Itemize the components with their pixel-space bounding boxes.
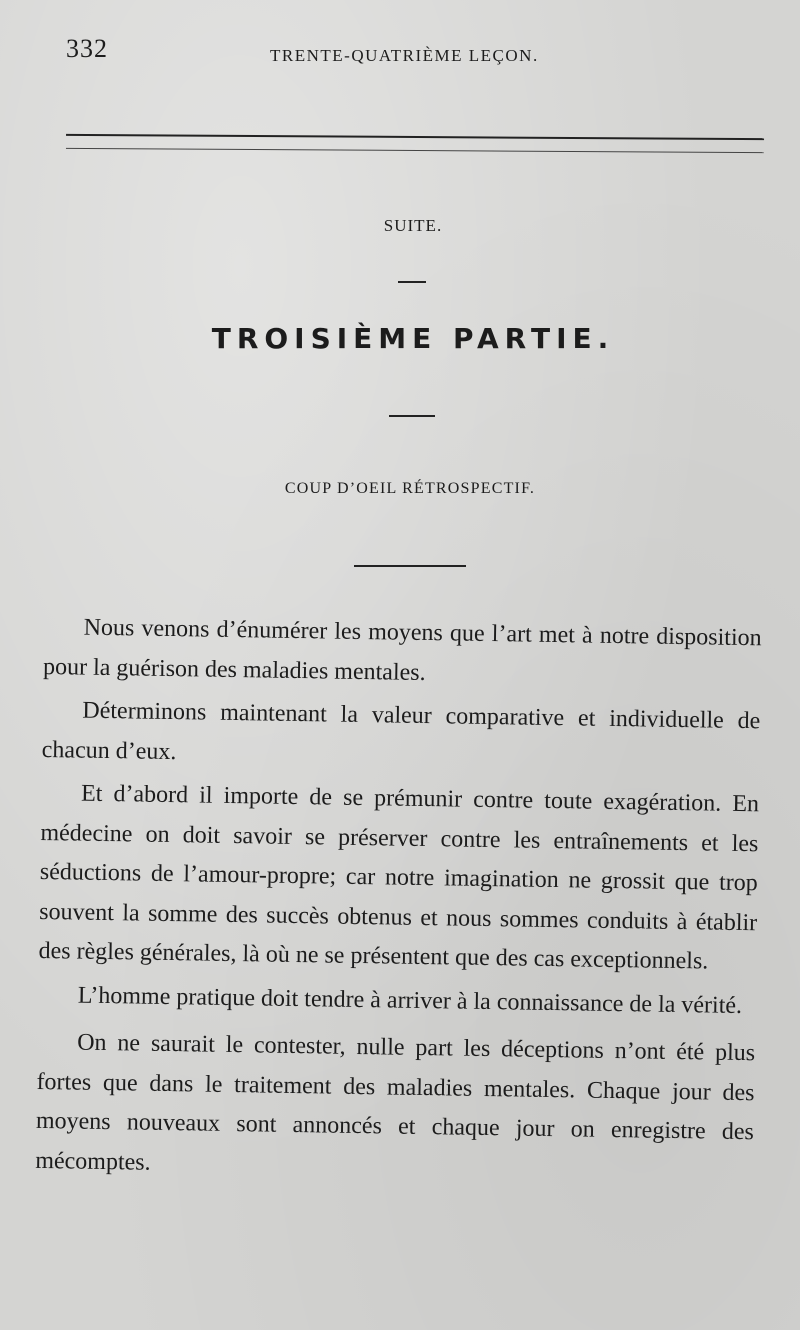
header-double-rule — [66, 134, 764, 153]
paragraph: L’homme pratique doit tendre à arriver à la connaissance de la vérité. — [77, 982, 743, 1019]
section-suite-label: SUITE. — [383, 216, 443, 235]
separator-rule — [354, 565, 466, 567]
paragraph: Déterminons maintenant la valeur comparative et individuelle de chacun d’eux. — [41, 697, 761, 765]
paragraph: Nous venons d’énumérer les moyens que l’art met à notre disposition pour la guérison des maladies mentales. — [42, 614, 762, 686]
paragraph: On ne saurait le contester, nulle part les déceptions n’ont été plus fortes que dans le traitement des maladies mentales. Chaque jour des moyens nouveaux sont annoncés et chaque jour on enregistre des mécomptes. — [35, 1029, 756, 1176]
body-text — [35, 608, 762, 1196]
separator-dash-2 — [389, 415, 435, 417]
paragraph: Et d’abord il importe de se prémunir contre toute exagération. En médecine on doit savoir se préserver contre les entraînements et les séductions de l’amour-propre; car notre imagination ne grossit que trop souvent la somme des succès obtenus et nous sommes conduits à établir des règles générales, là où ne se présentent que des cas exceptionnels. — [38, 780, 760, 975]
running-head: TRENTE-QUATRIÈME LEÇON. — [270, 46, 539, 65]
part-title: TROISIÈME PARTIE. — [211, 322, 615, 355]
section-subtitle: COUP D’OEIL RÉTROSPECTIF. — [284, 480, 536, 497]
page-number: 332 — [66, 34, 108, 63]
separator-dash-1 — [398, 281, 426, 283]
